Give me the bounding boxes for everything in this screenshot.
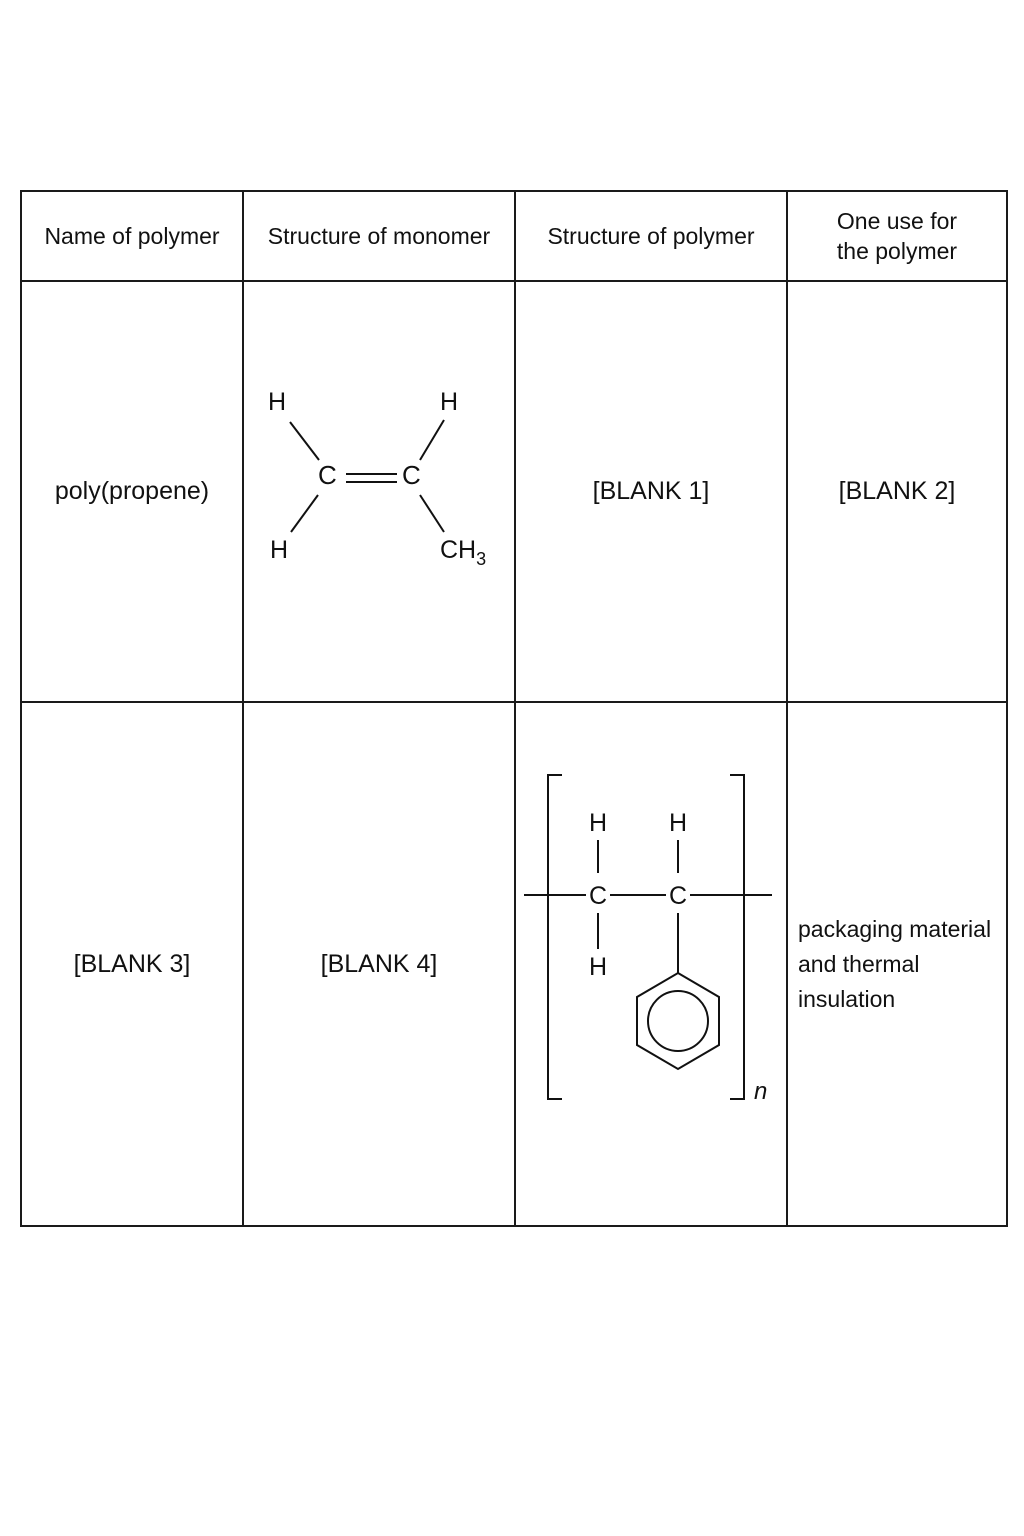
ch-text: CH <box>440 536 477 564</box>
atom-c-left: C <box>588 882 608 910</box>
left-bracket <box>548 775 562 1099</box>
cell-polymer-name <box>21 281 243 702</box>
atom-h-bottom-left: H <box>270 536 289 564</box>
cell-polymer-name <box>21 702 243 1226</box>
polymer-name-text: poly(propene) <box>54 477 210 505</box>
right-bracket <box>730 775 744 1099</box>
polymer-name-blank: [BLANK 3] <box>73 949 191 978</box>
polymer-structure-blank: [BLANK 1] <box>592 477 710 505</box>
monomer-structure-blank: [BLANK 4] <box>320 949 438 978</box>
header-structure-of-monomer: Structure of monomer <box>243 191 515 281</box>
table-row-polystyrene <box>21 702 1007 1226</box>
polystyrene-repeat-unit-structure <box>516 703 788 1220</box>
header-row <box>21 191 1007 281</box>
propene-monomer-structure <box>244 282 516 696</box>
table-row-propene <box>21 281 1007 702</box>
header-name-of-polymer: Name of polymer <box>21 191 243 281</box>
atom-c-right: C <box>402 460 421 490</box>
atom-h-bottom-left: H <box>588 953 608 981</box>
cell-polymer-use <box>787 281 1007 702</box>
cell-monomer-structure <box>243 702 515 1226</box>
cell-monomer-structure <box>243 281 515 702</box>
cell-polymer-structure <box>515 702 787 1226</box>
polymer-use-text: packaging material and thermal insulation <box>798 915 992 1012</box>
bond-c-h-top-right <box>420 420 444 460</box>
benzene-ring-inner-circle <box>648 991 708 1051</box>
bond-h-c-bottom-left <box>291 495 318 532</box>
benzene-ring-icon <box>637 973 719 1069</box>
atom-h-top-right: H <box>668 809 688 837</box>
atom-c-right: C <box>668 882 688 910</box>
header-one-use: One use for the polymer <box>787 191 1007 281</box>
atom-h-top-left: H <box>268 388 287 416</box>
atom-h-top-left: H <box>588 809 608 837</box>
bond-h-c-top-left <box>290 422 319 460</box>
atom-c-left: C <box>318 460 337 490</box>
polymer-table <box>20 190 1008 1227</box>
bond-c-ch3 <box>420 495 444 532</box>
group-ch3 <box>440 536 486 569</box>
atom-h-top-right: H <box>440 388 459 416</box>
header-structure-of-polymer: Structure of polymer <box>515 191 787 281</box>
polymer-use-blank: [BLANK 2] <box>838 477 956 505</box>
subscript-3: 3 <box>476 549 487 569</box>
cell-polymer-structure <box>515 281 787 702</box>
repeat-label-n: n <box>754 1078 768 1105</box>
cell-polymer-use <box>787 702 1007 1226</box>
